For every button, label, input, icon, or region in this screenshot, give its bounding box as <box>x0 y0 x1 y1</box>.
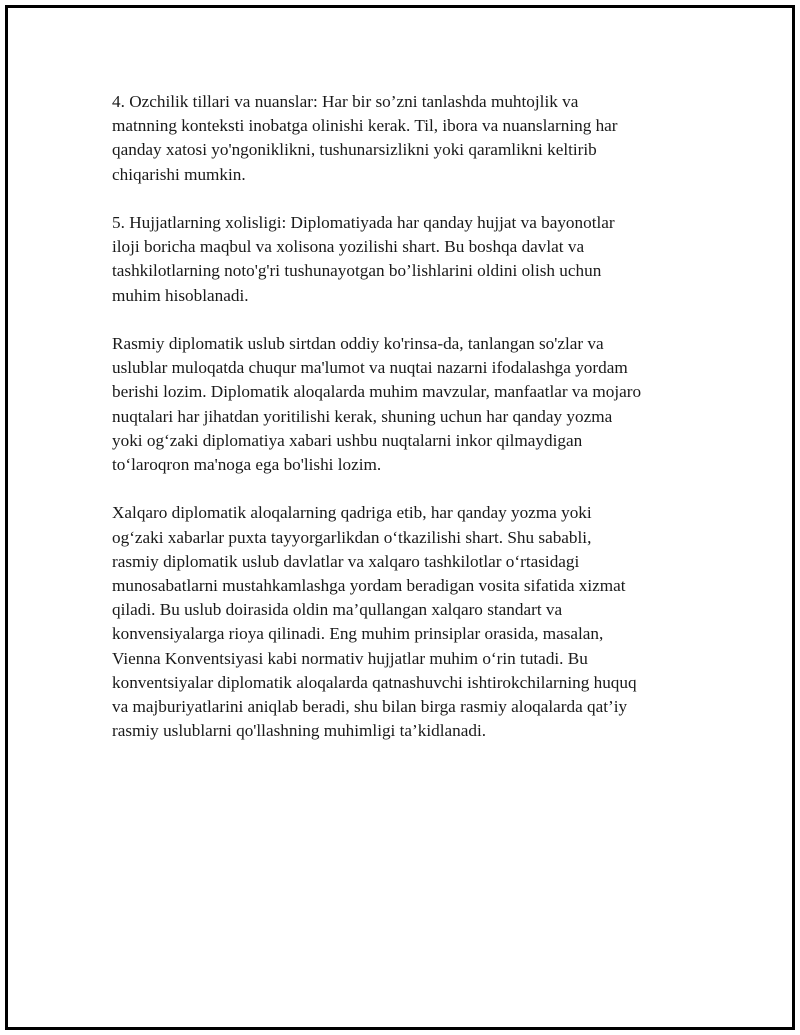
text-line: to‘laroqron ma'noga ega bo'lishi lozim. <box>112 455 382 475</box>
text-line: 4. Ozchilik tillari va nuanslar: Har bir so’zni tanlashda muhtojlik va <box>112 92 579 111</box>
text-line: qiladi. Bu uslub doirasida oldin ma’qullangan xalqaro standart va <box>112 600 563 620</box>
text-line: munosabatlarni mustahkamlashga yordam beradigan vosita sifatida xizmat <box>112 576 626 596</box>
text-line: og‘zaki xabarlar puxta tayyorgarlikdan o‘tkazilishi shart. Shu sababli, <box>112 527 592 547</box>
text-line: konvensiyalarga rioya qilinadi. Eng muhim prinsiplar orasida, masalan, <box>112 624 604 644</box>
text-line: 5. Hujjatlarning xolisligi: Diplomatiyada har qanday hujjat va bayonotlar <box>112 213 615 232</box>
text-line: berishi lozim. Diplomatik aloqalarda muhim mavzular, manfaatlar va mojaro <box>112 382 642 402</box>
text-line: konventsiyalar diplomatik aloqalarda qatnashuvchi ishtirokchilarning huquq <box>112 672 637 692</box>
text-line: chiqarishi mumkin. <box>112 164 246 184</box>
text-line: rasmiy diplomatik uslub davlatlar va xalqaro tashkilotlar o‘rtasidagi <box>112 551 580 571</box>
text-line: yoki og‘zaki diplomatiya xabari ushbu nuqtalarni inkor qilmaydigan <box>112 430 583 450</box>
paragraph-hujjatlarning-xolisligi <box>112 211 687 308</box>
text-line: rasmiy uslublarni qo'llashning muhimligi ta’kidlanadi. <box>112 721 487 741</box>
text-line: Xalqaro diplomatik aloqalarning qadriga etib, har qanday yozma yoki <box>112 503 592 523</box>
text-line: uslublar muloqatda chuqur ma'lumot va nuqtai nazarni ifodalashga yordam <box>112 358 628 378</box>
text-line: iloji boricha maqbul va xolisona yozilishi shart. Bu boshqa davlat va <box>112 237 585 257</box>
text-line: Vienna Konventsiyasi kabi normativ hujjatlar muhim o‘rin tutadi. Bu <box>112 648 588 668</box>
paragraph-rasmiy-diplomatik-uslub <box>112 332 687 477</box>
text-line: qanday xatosi yo'ngoniklikni, tushunarsizlikni yoki qaramlikni keltirib <box>112 140 597 160</box>
paragraph-xalqaro-diplomatik-aloqalar <box>112 501 687 743</box>
text-line: matnning konteksti inobatga olinishi kerak. Til, ibora va nuanslarning har <box>112 116 618 136</box>
paragraph-ozchilik-tillari <box>112 90 687 187</box>
text-line: nuqtalari har jihatdan yoritilishi kerak, shuning uchun har qanday yozma <box>112 406 613 426</box>
text-line: va majburiyatlarini aniqlab beradi, shu bilan birga rasmiy aloqalarda qat’iy <box>112 697 628 717</box>
text-line: Rasmiy diplomatik uslub sirtdan oddiy ko'rinsa-da, tanlangan so'zlar va <box>112 334 604 353</box>
document-body <box>112 90 687 768</box>
text-line: muhim hisoblanadi. <box>112 285 249 305</box>
text-line: tashkilotlarning noto'g'ri tushunayotgan bo’lishlarini oldini olish uchun <box>112 261 602 281</box>
